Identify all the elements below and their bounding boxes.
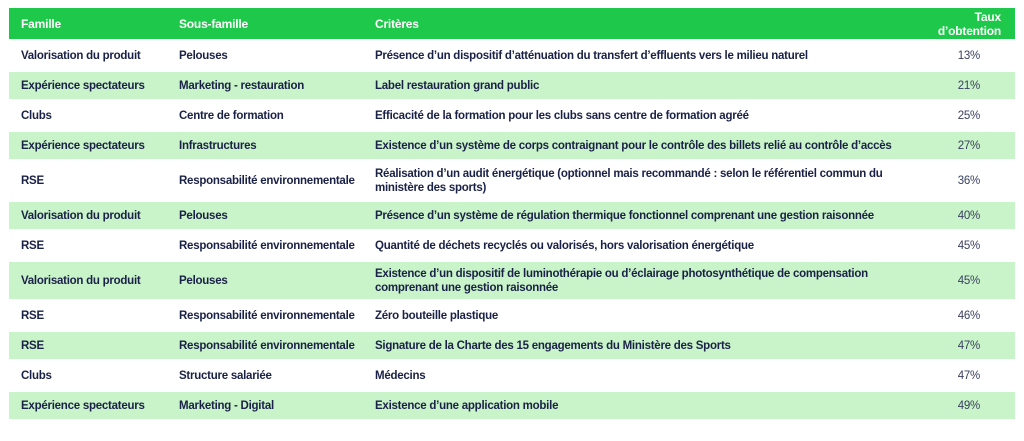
cell-sous-famille: Responsabilité environnementale — [167, 232, 363, 259]
cell-sous-famille: Infrastructures — [167, 132, 363, 159]
cell-sous-famille: Responsabilité environnementale — [167, 302, 363, 329]
table-row — [9, 302, 1015, 329]
cell-critere: Médecins — [363, 362, 906, 389]
cell-sous-famille: Responsabilité environnementale — [167, 162, 363, 199]
cell-critere: Existence d’un système de corps contraignant pour le contrôle des billets relié au contrôle d’accès — [363, 132, 906, 159]
criteria-table-container — [9, 8, 1015, 422]
header-famille: Famille — [9, 8, 167, 39]
cell-critere: Label restauration grand public — [363, 72, 906, 99]
cell-famille: Valorisation du produit — [9, 262, 167, 299]
table-row — [9, 362, 1015, 389]
cell-taux: 36% — [906, 162, 1015, 199]
cell-taux: 46% — [906, 302, 1015, 329]
criteria-table — [9, 5, 1015, 422]
table-row — [9, 202, 1015, 229]
cell-taux: 40% — [906, 202, 1015, 229]
cell-taux: 49% — [906, 392, 1015, 419]
cell-critere: Quantité de déchets recyclés ou valorisés, hors valorisation énergétique — [363, 232, 906, 259]
cell-famille: Valorisation du produit — [9, 42, 167, 69]
table-row — [9, 332, 1015, 359]
header-taux-obtention: Taux d’obtention — [906, 8, 1015, 39]
cell-famille: Expérience spectateurs — [9, 392, 167, 419]
cell-famille: Clubs — [9, 102, 167, 129]
table-row — [9, 102, 1015, 129]
cell-taux: 27% — [906, 132, 1015, 159]
cell-critere: Signature de la Charte des 15 engagements du Ministère des Sports — [363, 332, 906, 359]
cell-sous-famille: Pelouses — [167, 262, 363, 299]
cell-critere: Existence d’un dispositif de luminothérapie ou d’éclairage photosynthétique de compensation comprenant une gestion raisonnée — [363, 262, 906, 299]
cell-critere: Présence d’un système de régulation thermique fonctionnel comprenant une gestion raisonnée — [363, 202, 906, 229]
cell-sous-famille: Responsabilité environnementale — [167, 332, 363, 359]
cell-famille: RSE — [9, 162, 167, 199]
cell-critere: Zéro bouteille plastique — [363, 302, 906, 329]
cell-taux: 45% — [906, 232, 1015, 259]
cell-taux: 47% — [906, 332, 1015, 359]
cell-sous-famille: Structure salariée — [167, 362, 363, 389]
cell-critere: Existence d’une application mobile — [363, 392, 906, 419]
table-row — [9, 72, 1015, 99]
cell-sous-famille: Pelouses — [167, 202, 363, 229]
cell-taux: 13% — [906, 42, 1015, 69]
cell-famille: Valorisation du produit — [9, 202, 167, 229]
table-row — [9, 162, 1015, 199]
cell-sous-famille: Pelouses — [167, 42, 363, 69]
table-row — [9, 42, 1015, 69]
cell-sous-famille: Marketing - Digital — [167, 392, 363, 419]
cell-taux: 45% — [906, 262, 1015, 299]
cell-famille: RSE — [9, 302, 167, 329]
table-header-row — [9, 8, 1015, 39]
cell-sous-famille: Marketing - restauration — [167, 72, 363, 99]
table-row — [9, 132, 1015, 159]
header-sous-famille: Sous-famille — [167, 8, 363, 39]
cell-famille: RSE — [9, 232, 167, 259]
table-row — [9, 392, 1015, 419]
cell-famille: RSE — [9, 332, 167, 359]
cell-critere: Efficacité de la formation pour les clubs sans centre de formation agréé — [363, 102, 906, 129]
cell-taux: 25% — [906, 102, 1015, 129]
cell-famille: Expérience spectateurs — [9, 132, 167, 159]
cell-critere: Présence d’un dispositif d’atténuation du transfert d’effluents vers le milieu naturel — [363, 42, 906, 69]
cell-sous-famille: Centre de formation — [167, 102, 363, 129]
cell-famille: Expérience spectateurs — [9, 72, 167, 99]
cell-famille: Clubs — [9, 362, 167, 389]
table-row — [9, 232, 1015, 259]
cell-taux: 21% — [906, 72, 1015, 99]
cell-taux: 47% — [906, 362, 1015, 389]
cell-critere: Réalisation d’un audit énergétique (optionnel mais recommandé : selon le référentiel commun du ministère des sports) — [363, 162, 906, 199]
header-criteres: Critères — [363, 8, 906, 39]
table-row — [9, 262, 1015, 299]
